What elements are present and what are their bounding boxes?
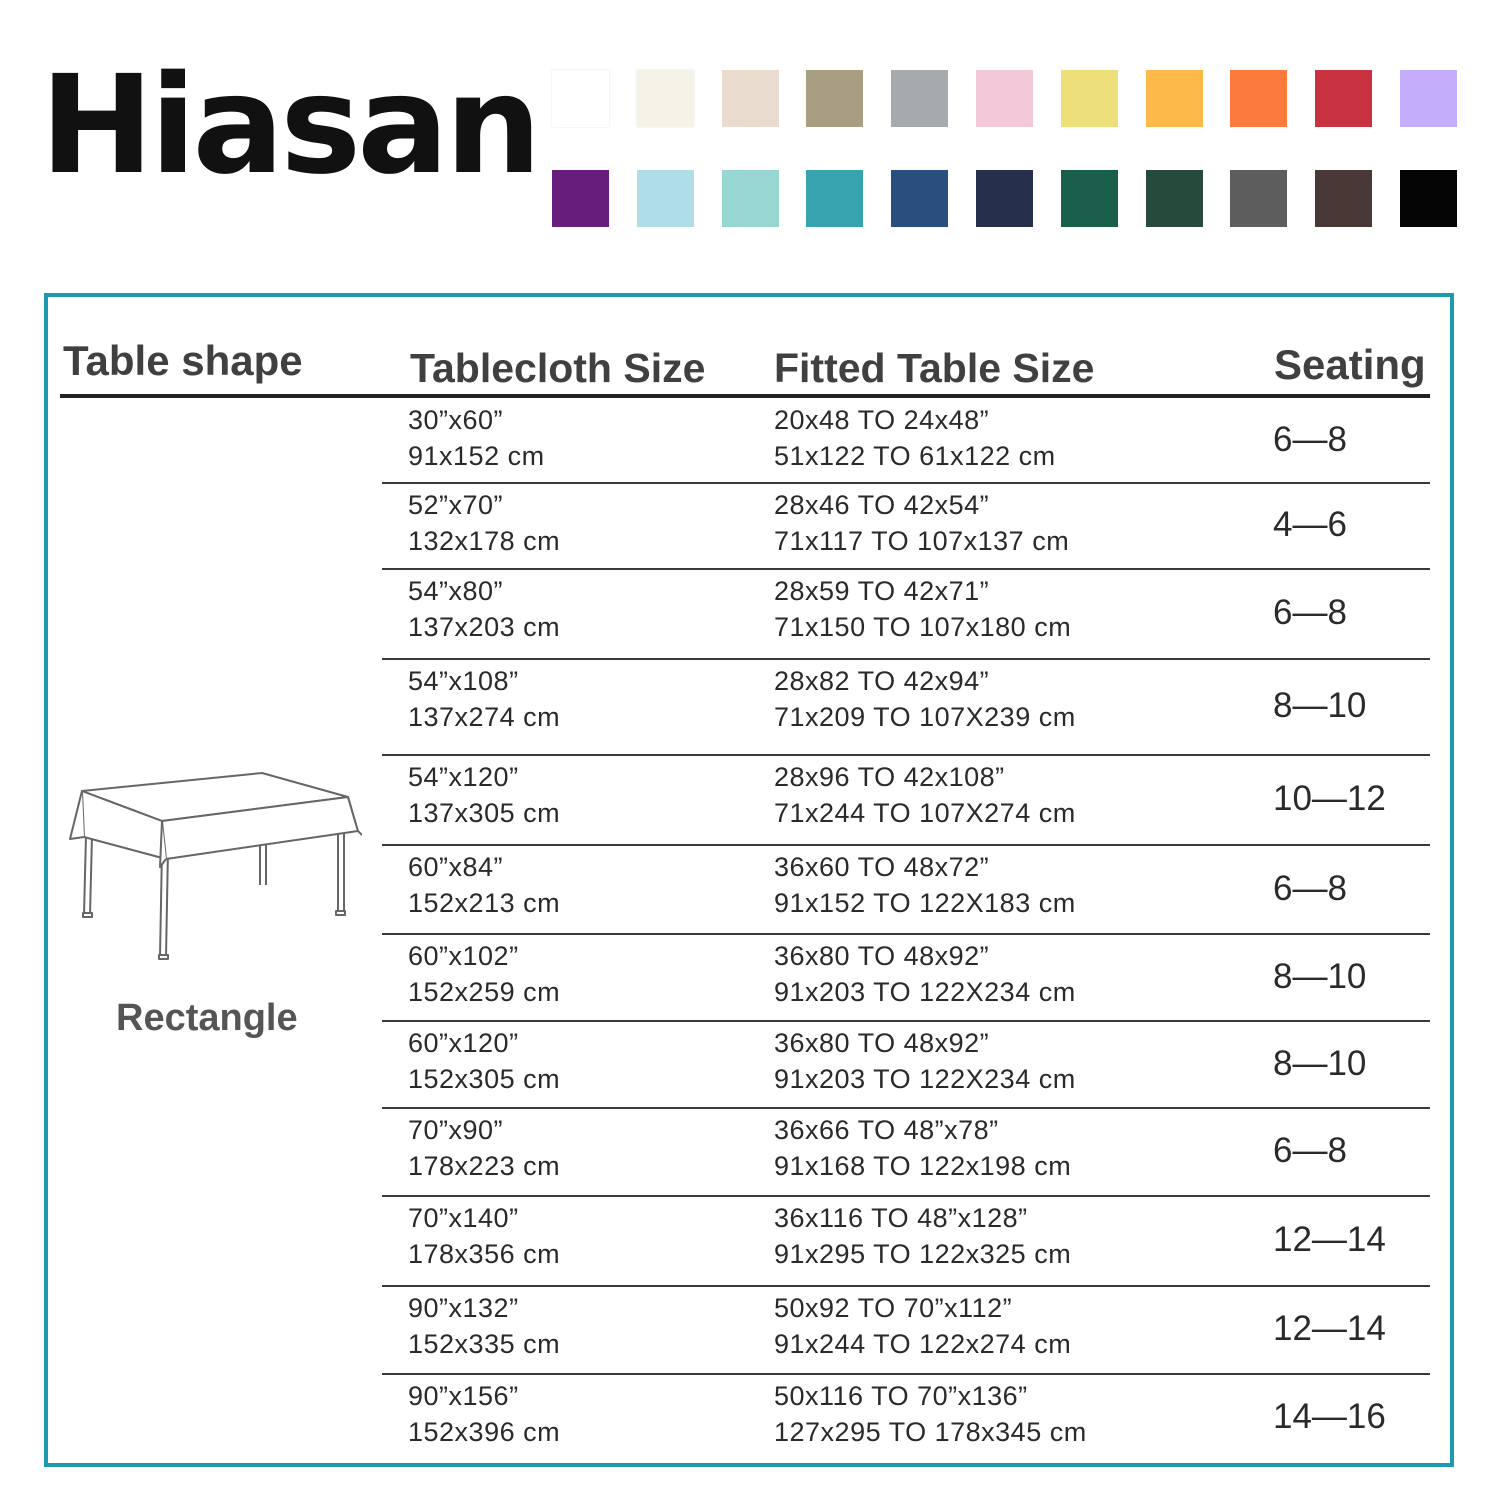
color-swatch <box>637 70 694 127</box>
header-rule <box>60 394 1430 398</box>
tablecloth-size-inches: 30”x60” <box>408 405 504 435</box>
color-swatch <box>806 170 863 227</box>
header-tablecloth-size: Tablecloth Size <box>410 345 706 391</box>
table-row <box>48 660 1450 756</box>
color-swatch <box>722 170 779 227</box>
fitted-size-inches: 50x116 TO 70”x136” <box>774 1381 1028 1411</box>
tablecloth-size-inches: 70”x140” <box>408 1203 519 1233</box>
fitted-size-cm: 91x168 TO 122x198 cm <box>774 1151 1072 1181</box>
tablecloth-size-cm: 91x152 cm <box>408 441 545 471</box>
color-swatch <box>1400 170 1457 227</box>
tablecloth-size-inches: 52”x70” <box>408 490 504 520</box>
color-swatch <box>552 170 609 227</box>
table-row <box>48 484 1450 570</box>
color-swatch <box>976 70 1033 127</box>
shape-label-rectangle: Rectangle <box>116 997 298 1039</box>
seating-value: 8—10 <box>1273 686 1367 725</box>
table-row <box>48 1197 1450 1287</box>
fitted-size-inches: 36x80 TO 48x92” <box>774 941 990 971</box>
fitted-size-cm: 91x295 TO 122x325 cm <box>774 1239 1072 1269</box>
tablecloth-size-cm: 137x274 cm <box>408 702 561 732</box>
seating-value: 6—8 <box>1273 420 1347 459</box>
tablecloth-size-cm: 132x178 cm <box>408 526 561 556</box>
fitted-size-cm: 91x203 TO 122X234 cm <box>774 1064 1076 1094</box>
fitted-size-cm: 91x203 TO 122X234 cm <box>774 977 1076 1007</box>
color-swatch <box>1315 170 1372 227</box>
fitted-size-cm: 71x209 TO 107X239 cm <box>774 702 1076 732</box>
fitted-size-cm: 71x117 TO 107x137 cm <box>774 526 1070 556</box>
fitted-size-inches: 28x46 TO 42x54” <box>774 490 990 520</box>
fitted-size-inches: 36x60 TO 48x72” <box>774 852 990 882</box>
seating-value: 8—10 <box>1273 957 1367 996</box>
brand-logo: Hiasan <box>40 47 538 205</box>
tablecloth-size-inches: 60”x120” <box>408 1028 519 1058</box>
color-swatch <box>1061 70 1118 127</box>
tablecloth-size-inches: 54”x80” <box>408 576 504 606</box>
table-row <box>48 756 1450 846</box>
fitted-size-inches: 36x80 TO 48x92” <box>774 1028 990 1058</box>
table-row <box>48 570 1450 660</box>
fitted-size-inches: 28x82 TO 42x94” <box>774 666 990 696</box>
tablecloth-size-cm: 178x223 cm <box>408 1151 561 1181</box>
tablecloth-size-inches: 90”x156” <box>408 1381 519 1411</box>
table-row <box>48 846 1450 935</box>
fitted-size-inches: 28x59 TO 42x71” <box>774 576 990 606</box>
seating-value: 12—14 <box>1273 1220 1386 1259</box>
fitted-size-cm: 51x122 TO 61x122 cm <box>774 441 1056 471</box>
tablecloth-size-cm: 152x335 cm <box>408 1329 561 1359</box>
seating-value: 8—10 <box>1273 1044 1367 1083</box>
fitted-size-inches: 50x92 TO 70”x112” <box>774 1293 1013 1323</box>
fitted-size-cm: 71x150 TO 107x180 cm <box>774 612 1072 642</box>
header-fitted-table-size: Fitted Table Size <box>774 345 1095 391</box>
color-swatches <box>552 70 1462 232</box>
color-swatch <box>891 170 948 227</box>
fitted-size-inches: 28x96 TO 42x108” <box>774 762 1005 792</box>
tablecloth-size-cm: 137x203 cm <box>408 612 561 642</box>
color-swatch <box>1400 70 1457 127</box>
seating-value: 6—8 <box>1273 1131 1347 1170</box>
tablecloth-size-cm: 152x396 cm <box>408 1417 561 1447</box>
tablecloth-size-inches: 90”x132” <box>408 1293 519 1323</box>
fitted-size-cm: 127x295 TO 178x345 cm <box>774 1417 1087 1447</box>
table-row <box>48 1109 1450 1197</box>
table-row <box>48 1287 1450 1375</box>
tablecloth-size-inches: 60”x84” <box>408 852 504 882</box>
tablecloth-size-inches: 70”x90” <box>408 1115 504 1145</box>
fitted-size-cm: 91x244 TO 122x274 cm <box>774 1329 1072 1359</box>
color-swatch <box>1230 70 1287 127</box>
color-swatch <box>1146 70 1203 127</box>
tablecloth-size-inches: 60”x102” <box>408 941 519 971</box>
fitted-size-cm: 91x152 TO 122X183 cm <box>774 888 1076 918</box>
table-row <box>48 1022 1450 1109</box>
fitted-size-cm: 71x244 TO 107X274 cm <box>774 798 1076 828</box>
fitted-size-inches: 36x66 TO 48”x78” <box>774 1115 999 1145</box>
color-swatch <box>1230 170 1287 227</box>
tablecloth-size-cm: 178x356 cm <box>408 1239 561 1269</box>
size-chart <box>44 293 1454 1467</box>
color-swatch <box>1061 170 1118 227</box>
fitted-size-inches: 36x116 TO 48”x128” <box>774 1203 1028 1233</box>
color-swatch <box>976 170 1033 227</box>
seating-value: 14—16 <box>1273 1397 1386 1436</box>
header-table-shape: Table shape <box>63 337 303 384</box>
tablecloth-size-cm: 152x213 cm <box>408 888 561 918</box>
table-row <box>48 399 1450 484</box>
color-swatch <box>722 70 779 127</box>
color-swatch <box>552 70 609 127</box>
header-seating: Seating <box>1274 341 1426 388</box>
tablecloth-size-cm: 152x305 cm <box>408 1064 561 1094</box>
tablecloth-size-cm: 152x259 cm <box>408 977 561 1007</box>
seating-value: 10—12 <box>1273 779 1386 818</box>
table-row <box>48 935 1450 1022</box>
fitted-size-inches: 20x48 TO 24x48” <box>774 405 990 435</box>
seating-value: 6—8 <box>1273 869 1347 908</box>
tablecloth-size-inches: 54”x120” <box>408 762 519 792</box>
tablecloth-size-cm: 137x305 cm <box>408 798 561 828</box>
seating-value: 12—14 <box>1273 1309 1386 1348</box>
seating-value: 4—6 <box>1273 505 1347 544</box>
table-row <box>48 1375 1450 1463</box>
color-swatch <box>891 70 948 127</box>
color-swatch <box>806 70 863 127</box>
color-swatch <box>637 170 694 227</box>
color-swatch <box>1146 170 1203 227</box>
tablecloth-size-inches: 54”x108” <box>408 666 519 696</box>
color-swatch <box>1315 70 1372 127</box>
seating-value: 6—8 <box>1273 593 1347 632</box>
